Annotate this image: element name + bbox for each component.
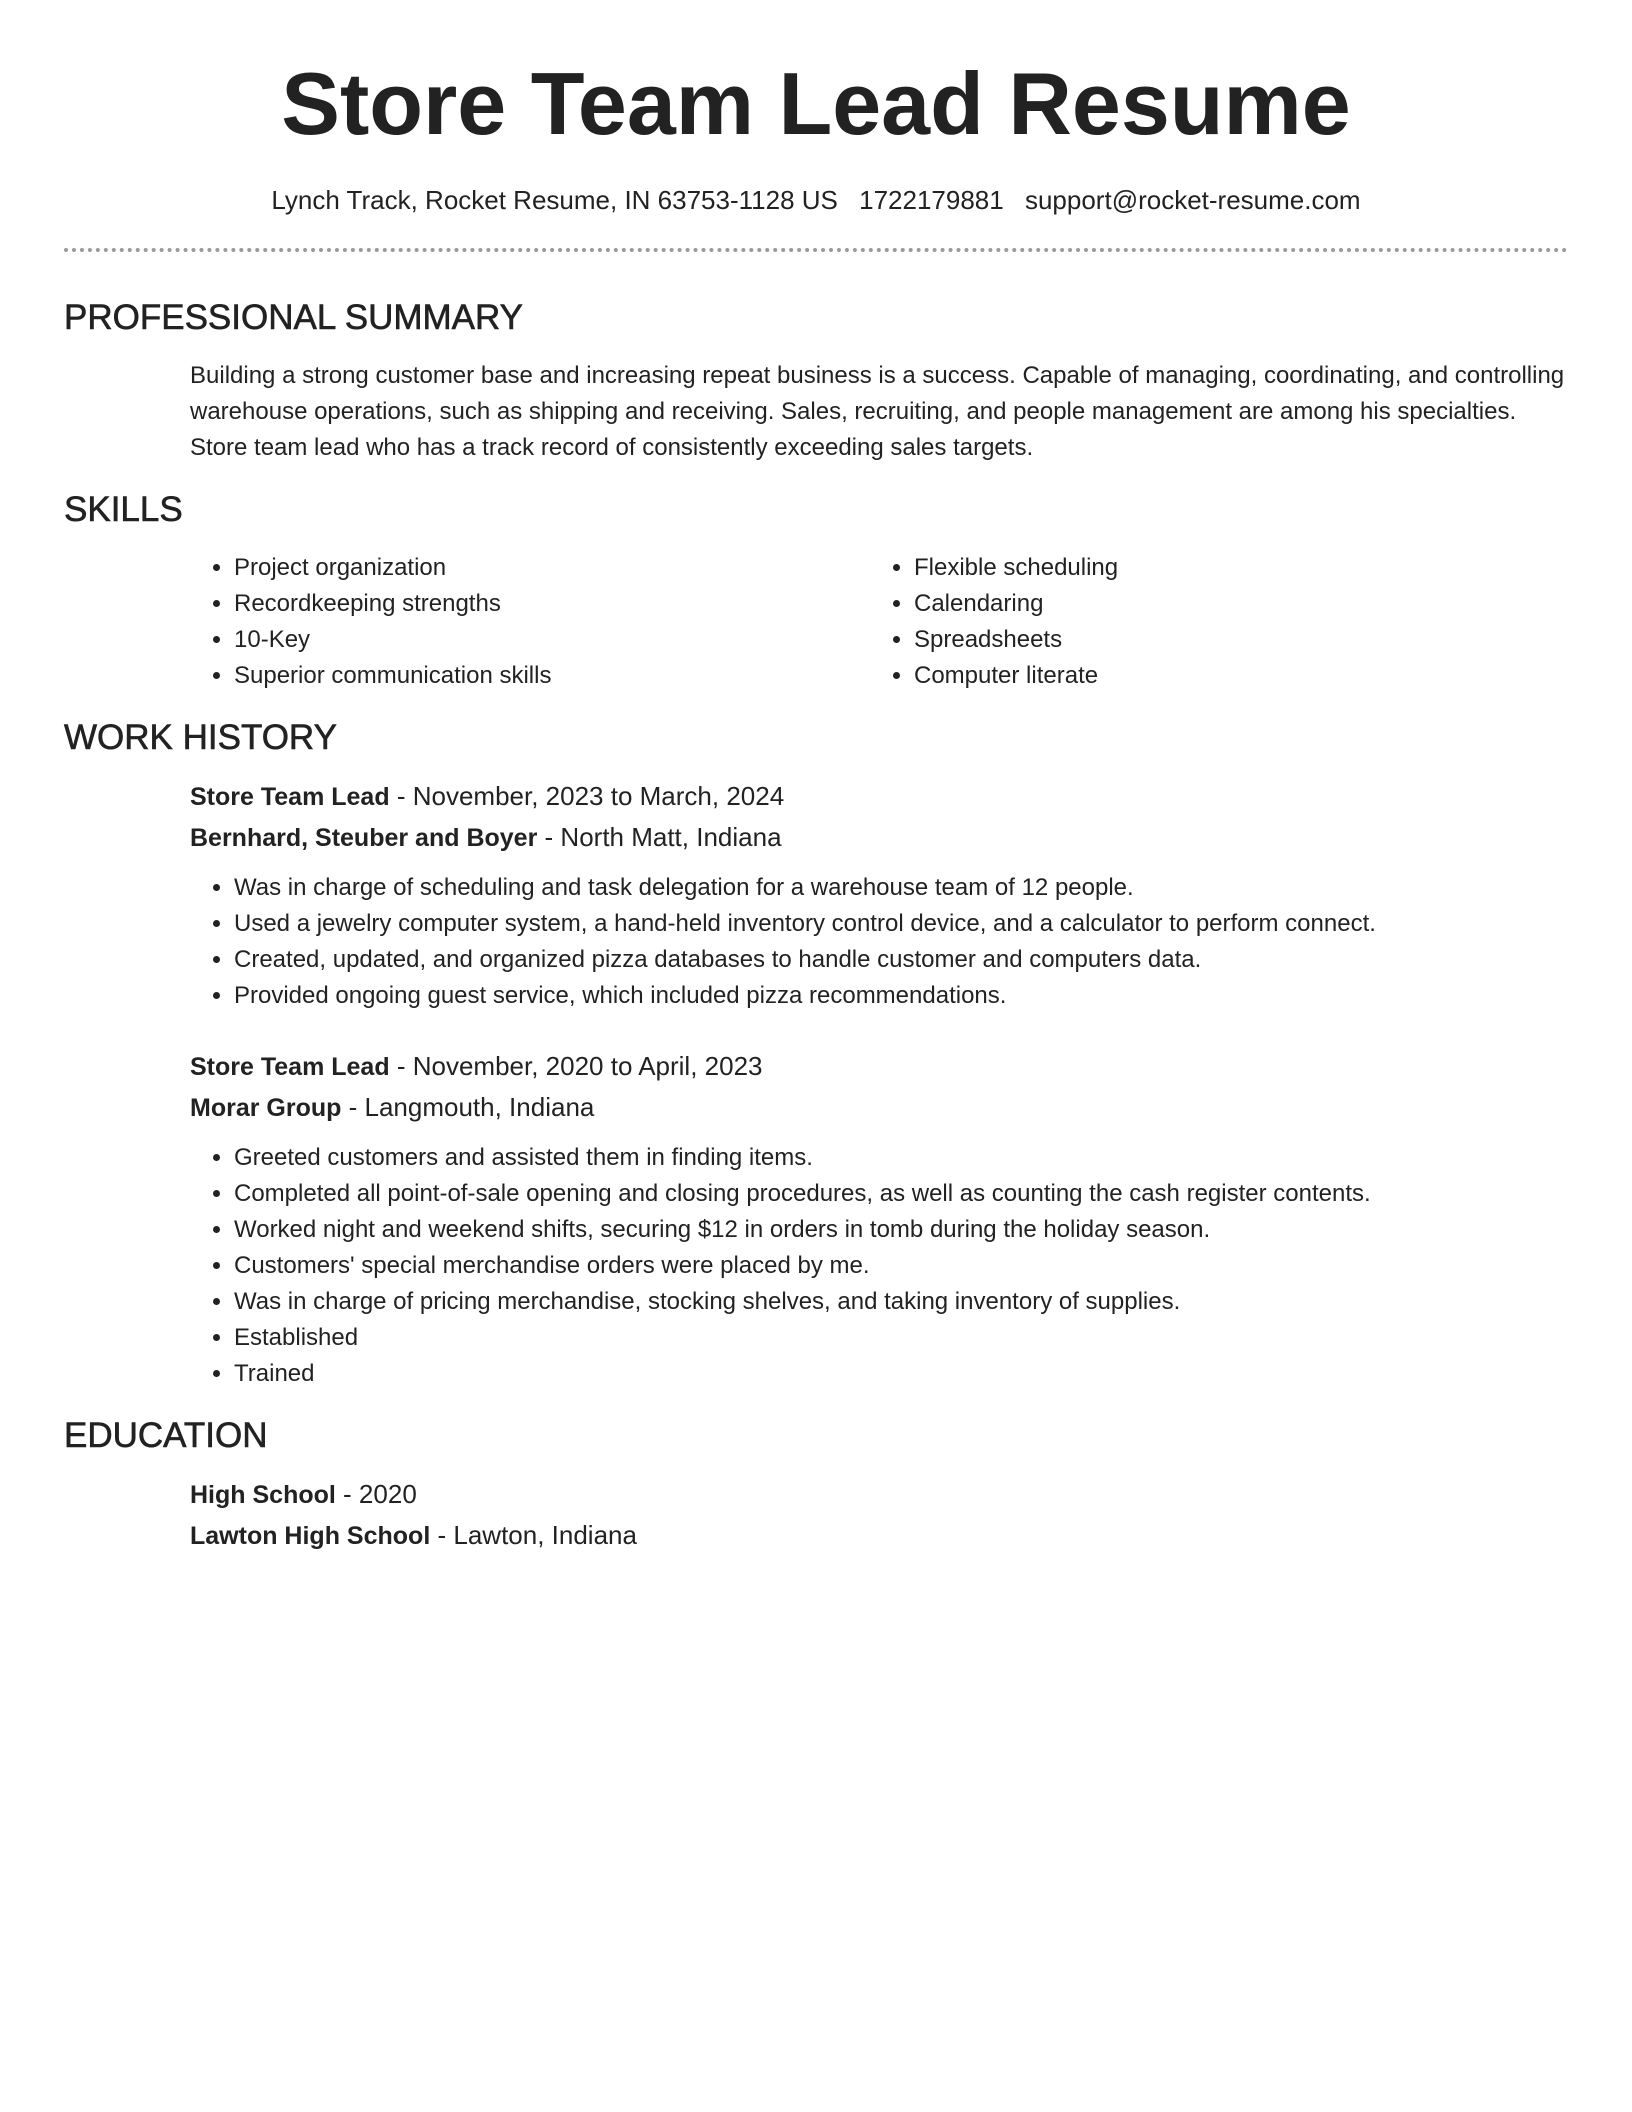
school-location: - Lawton, Indiana — [430, 1520, 637, 1550]
job-bullet: • Greeted customers and assisted them in finding items. — [234, 1140, 1568, 1176]
job-bullet: • Established — [234, 1320, 1568, 1356]
job-bullet: • Worked night and weekend shifts, securing $12 in orders in tomb during the holiday season. — [234, 1212, 1568, 1248]
job-bullet: • Was in charge of scheduling and task delegation for a warehouse team of 12 people. — [234, 870, 1568, 906]
education-entry — [190, 1474, 1568, 1556]
skills-list-right — [870, 550, 1550, 694]
job-title-line — [190, 1046, 1568, 1087]
skills-column-left — [190, 550, 870, 694]
job-title-line — [190, 776, 1568, 817]
contact-address: Lynch Track, Rocket Resume, IN 63753-1128 US — [271, 185, 838, 215]
skills-section — [64, 488, 1568, 694]
education-heading: EDUCATION — [64, 1416, 268, 1455]
employer-line — [190, 817, 1568, 858]
skill-item: • Recordkeeping strengths — [234, 586, 870, 622]
header-divider — [64, 248, 1568, 252]
job-bullet: • Used a jewelry computer system, a hand-held inventory control device, and a calculator to perform connect. — [234, 906, 1568, 942]
job-entry — [190, 776, 1568, 1014]
job-bullets — [190, 1140, 1568, 1392]
school-name: Lawton High School — [190, 1522, 431, 1550]
skills-list-left — [190, 550, 870, 694]
skill-item: • Project organization — [234, 550, 870, 586]
skills-grid — [190, 550, 1568, 694]
skill-item: • Superior communication skills — [234, 658, 870, 694]
job-dates: - November, 2023 to March, 2024 — [389, 781, 785, 811]
skills-column-right — [870, 550, 1550, 694]
job-bullet: • Customers' special merchandise orders were placed by me. — [234, 1248, 1568, 1284]
resume-title: Store Team Lead Resume — [281, 54, 1351, 153]
degree-name: High School — [190, 1481, 336, 1509]
school-line — [190, 1515, 1568, 1556]
work-history-section — [64, 716, 1568, 1392]
employer-location: - North Matt, Indiana — [537, 822, 782, 852]
skill-item: • 10-Key — [234, 622, 870, 658]
contact-line — [64, 182, 1568, 218]
degree-line — [190, 1474, 1568, 1515]
job-bullet: • Completed all point-of-sale opening and closing procedures, as well as counting the cash register contents. — [234, 1176, 1568, 1212]
summary-text: Building a strong customer base and increasing repeat business is a success. Capable of managing, coordinating, and controlling warehouse operations, such as shipping and receiving. Sales, recruiting, and people management are among his specialties. Store team lead who has a track record of consistently exceeding sales targets. — [190, 362, 1565, 461]
job-bullet: • Provided ongoing guest service, which included pizza recommendations. — [234, 978, 1568, 1014]
skills-heading: SKILLS — [64, 490, 183, 529]
job-bullet: • Trained — [234, 1356, 1568, 1392]
skill-item: • Computer literate — [914, 658, 1550, 694]
job-entry — [190, 1046, 1568, 1392]
work-history-heading: WORK HISTORY — [64, 718, 337, 757]
job-role: Store Team Lead — [190, 1053, 390, 1081]
resume-header — [64, 0, 1568, 218]
contact-phone: 1722179881 — [859, 185, 1004, 215]
job-bullet: • Created, updated, and organized pizza databases to handle customer and computers data. — [234, 942, 1568, 978]
contact-email: support@rocket-resume.com — [1024, 185, 1361, 215]
skill-item: • Flexible scheduling — [914, 550, 1550, 586]
summary-section — [64, 296, 1568, 466]
job-role: Store Team Lead — [190, 783, 390, 811]
skill-item: • Spreadsheets — [914, 622, 1550, 658]
skill-item: • Calendaring — [914, 586, 1550, 622]
employer-name: Morar Group — [190, 1094, 342, 1122]
job-dates: - November, 2020 to April, 2023 — [389, 1051, 763, 1081]
job-bullet: • Was in charge of pricing merchandise, stocking shelves, and taking inventory of supplies. — [234, 1284, 1568, 1320]
summary-heading: PROFESSIONAL SUMMARY — [64, 298, 523, 337]
education-section — [64, 1414, 1568, 1556]
employer-name: Bernhard, Steuber and Boyer — [190, 824, 538, 852]
employer-location: - Langmouth, Indiana — [341, 1092, 595, 1122]
job-bullets — [190, 870, 1568, 1014]
employer-line — [190, 1087, 1568, 1128]
degree-year: - 2020 — [335, 1479, 417, 1509]
